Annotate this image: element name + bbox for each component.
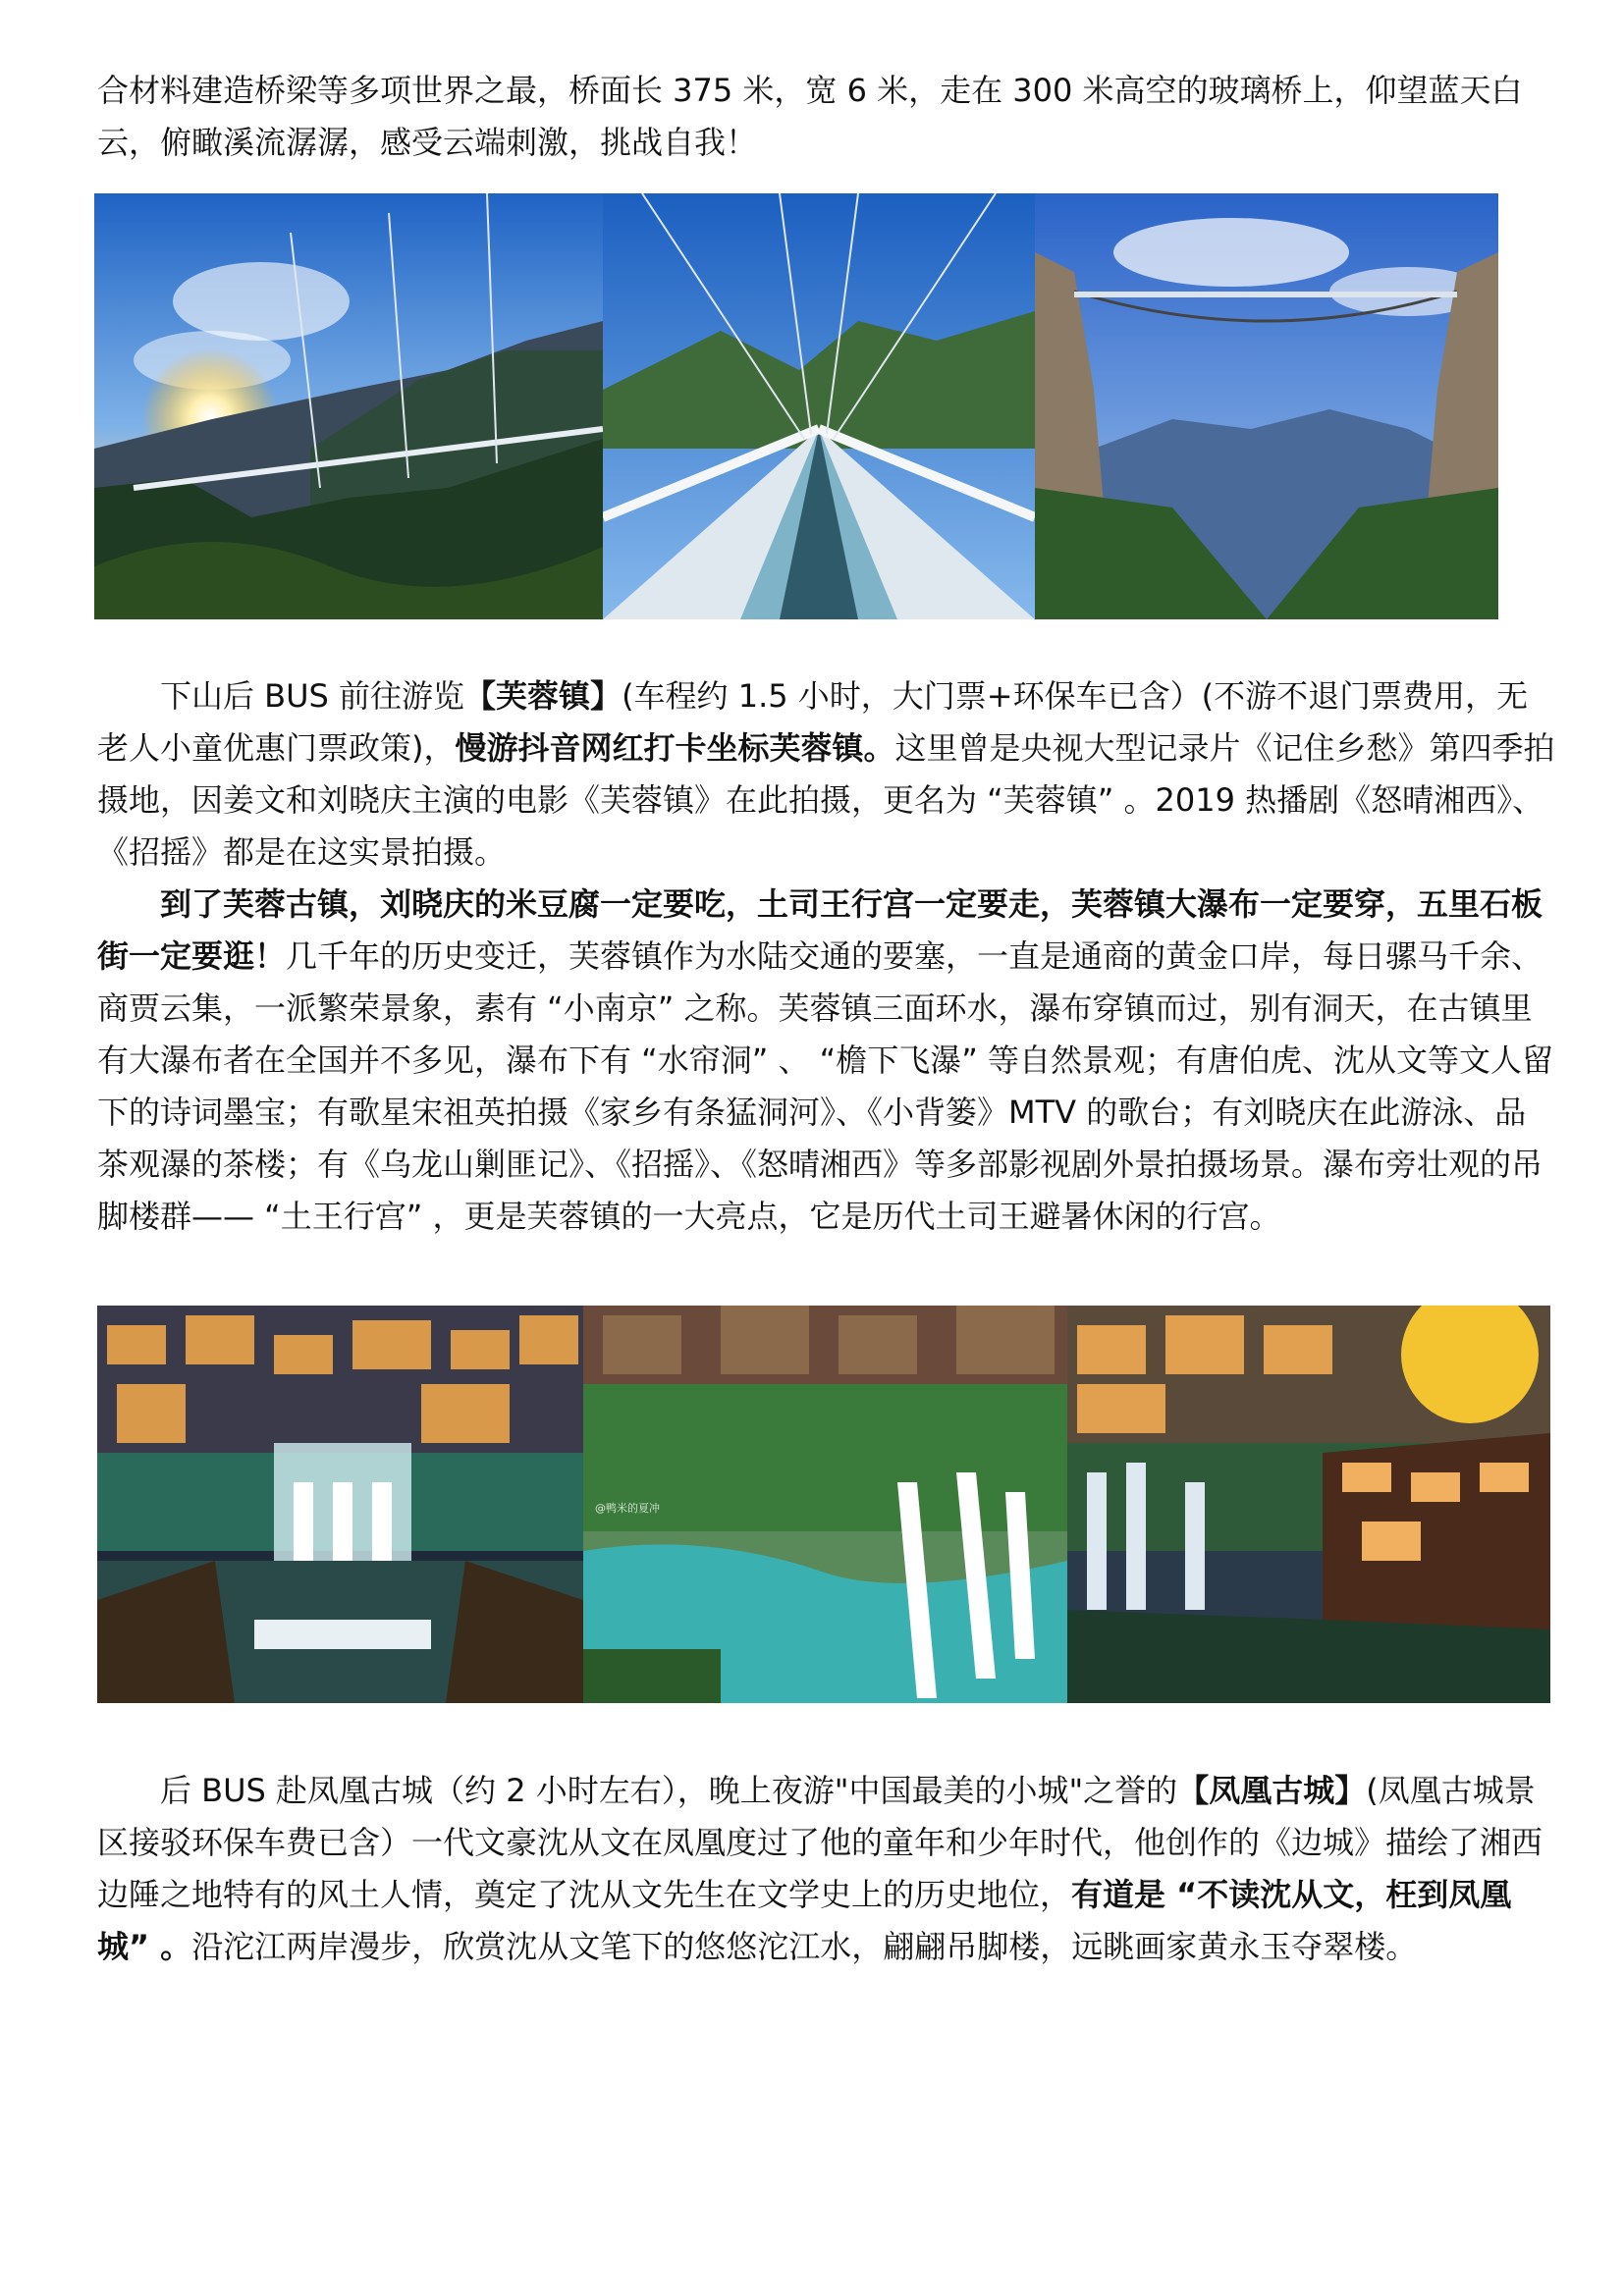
canyon-bridge-photo xyxy=(1035,193,1498,619)
furong-town-night-waterfall-photo xyxy=(97,1306,583,1703)
fenghuang-highlight: 有道是 “不读沈从文，枉到凤凰城” 。 xyxy=(97,1876,1512,1965)
furong-town-title: 【芙蓉镇】 xyxy=(464,677,623,715)
fenghuang-text-3: 沿沱江两岸漫步，欣赏沈从文笔下的悠悠沱江水，翩翩吊脚楼，远眺画家黄永玉夺翠楼。 xyxy=(191,1928,1418,1965)
furong-town-evening-photo xyxy=(1067,1306,1550,1703)
fenghuang-title: 【凤凰古城】 xyxy=(1177,1772,1367,1809)
fenghuang-text-1: 后 BUS 赴凤凰古城（约 2 小时左右），晚上夜游"中国最美的小城"之誉的 xyxy=(160,1772,1178,1809)
furong-detail-highlight: 到了芙蓉古镇，刘晓庆的米豆腐一定要吃，土司王行宫一定要走，芙蓉镇大瀑布一定要穿，五里石板街一定要逛！ xyxy=(97,885,1543,975)
glass-bridge-sunset-photo xyxy=(94,193,603,619)
furong-visit-text-2: (车程约 1.5 小时，大门票+环保车已含）(不游不退门票费用，无老人小童优惠门票政策)， xyxy=(97,677,1529,767)
furong-detail-paragraph xyxy=(97,879,1555,1243)
photo-row-furong xyxy=(97,1306,1550,1703)
furong-visit-paragraph xyxy=(97,670,1555,879)
furong-visit-highlight: 慢游抖音网红打卡坐标芙蓉镇。 xyxy=(455,729,895,767)
photo-row-bridges xyxy=(94,193,1498,619)
intro-text: 合材料建造桥梁等多项世界之最，桥面长 375 米，宽 6 米，走在 300 米高空的玻璃桥上，仰望蓝天白云，俯瞰溪流潺潺，感受云端刺激，挑战自我！ xyxy=(97,72,1523,161)
fenghuang-paragraph xyxy=(97,1765,1555,1973)
intro-paragraph xyxy=(97,65,1555,169)
furong-town-waterfall-pool-photo xyxy=(583,1306,1067,1703)
furong-visit-text-3: 这里曾是央视大型记录片《记住乡愁》第四季拍摄地，因姜文和刘晓庆主演的电影《芙蓉镇》在此拍摄，更名为 “芙蓉镇” 。2019 热播剧《怒晴湘西》、《招摇》都是在这实景拍摄。 xyxy=(97,729,1555,871)
furong-visit-text-1: 下山后 BUS 前往游览 xyxy=(160,677,465,715)
glass-bridge-walkway-photo xyxy=(603,193,1035,619)
fenghuang-text-2: (凤凰古城景区接驳环保车费已含）一代文豪沈从文在凤凰度过了他的童年和少年时代，他创作的《边城》描绘了湘西边陲之地特有的风土人情，奠定了沈从文先生在文学史上的历史地位， xyxy=(97,1772,1543,1913)
furong-detail-text: 几千年的历史变迁，芙蓉镇作为水陆交通的要塞，一直是通商的黄金口岸，每日骡马千余、商贾云集，一派繁荣景象，素有 “小南京” 之称。芙蓉镇三面环水，瀑布穿镇而过，别有洞天，在古镇里有大瀑布者在全国并不多见，瀑布下有 “水帘洞” 、 “檐下飞瀑” 等自然景观；有唐伯虎、沈从文等文人留下的诗词墨宝；有歌星宋祖英拍摄《家乡有条猛洞河》、《小背篓》MTV 的歌台；有刘晓庆在此游泳、品茶观瀑的茶楼；有《乌龙山剿匪记》、《招摇》、《怒晴湘西》等多部影视剧外景拍摄场景。瀑布旁壮观的吊脚楼群—— “土王行宫” ，更是芙蓉镇的一大亮点，它是历代土司王避暑休闲的行宫。 xyxy=(97,937,1554,1235)
photo-watermark: @鸭米的夏冲 xyxy=(595,1502,660,1515)
